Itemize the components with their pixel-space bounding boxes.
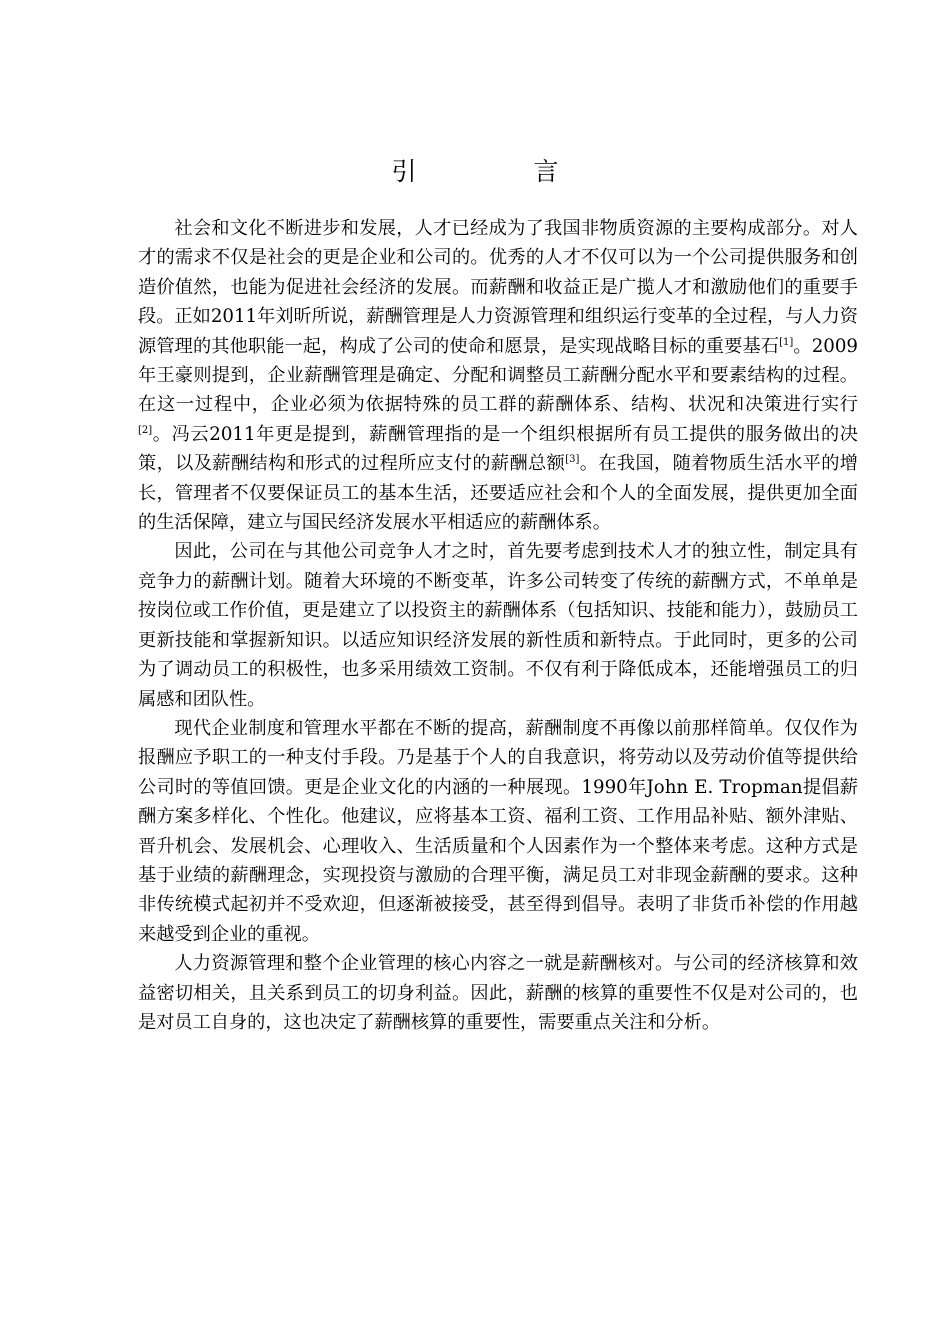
citation-marker: [1] — [779, 336, 794, 348]
paragraph — [138, 714, 858, 949]
paragraph — [138, 537, 858, 713]
page-title: 引 言 — [391, 157, 605, 186]
paragraph — [138, 949, 858, 1037]
body-text — [138, 214, 858, 1037]
paragraph-text: 社会和文化不断进步和发展，人才已经成为了我国非物质资源的主要构成部分。对人才的需求不仅是社会的更是企业和公司的。优秀的人才不仅可以为一个公司提供服务和创造价值然，也能为促进社会经济的发展。而薪酬和收益正是广揽人才和激励他们的重要手段。正如2011年刘昕所说，薪酬管理是人力资源管理和组织运行变革的全过程，与人力资源管理的其他职能一起，构成了公司的使命和愿景，是实现战略目标的重要基石 — [138, 218, 858, 357]
citation-marker: [3] — [565, 454, 580, 466]
paragraph-text: 人力资源管理和整个企业管理的核心内容之一就是薪酬核对。与公司的经济核算和效益密切相关，且关系到员工的切身利益。因此，薪酬的核算的重要性不仅是对公司的，也是对员工自身的，这也决定了薪酬核算的重要性，需要重点关注和分析。 — [138, 953, 858, 1033]
citation-marker: [2] — [138, 424, 153, 436]
paragraph-text: 。在我国，随着物质生活水平的增长，管理者不仅要保证员工的基本生活，还要适应社会和个人的全面发展，提供更加全面的生活保障，建立与国民经济发展水平相适应的薪酬体系。 — [138, 453, 858, 534]
paragraph-text: 。冯云2011年更是提到，薪酬管理指的是一个组织根据所有员工提供的服务做出的决策，以及薪酬结构和形式的过程所应支付的薪酬总额 — [138, 423, 858, 475]
paragraph-text: 因此，公司在与其他公司竞争人才之时，首先要考虑到技术人才的独立性，制定具有竞争力的薪酬计划。随着大环境的不断变革，许多公司转变了传统的薪酬方式，不单单是按岗位或工作价值，更是建立了以投资主的薪酬体系（包括知识、技能和能力），鼓励员工更新技能和掌握新知识。以适应知识经济发展的新性质和新特点。于此同时，更多的公司为了调动员工的积极性，也多采用绩效工资制。不仅有利于降低成本，还能增强员工的归属感和团队性。 — [138, 541, 858, 710]
paragraph-text: 现代企业制度和管理水平都在不断的提高，薪酬制度不再像以前那样简单。仅仅作为报酬应予职工的一种支付手段。乃是基于个人的自我意识，将劳动以及劳动价值等提供给公司时的等值回馈。更是企业文化的内涵的一种展现。1990年John E. Tropman提倡薪酬方案多样化、个性化。他建议，应将基本工资、福利工资、工作用品补贴、额外津贴、晋升机会、发展机会、心理收入、生活质量和个人因素作为一个整体来考虑。这种方式是基于业绩的薪酬理念，实现投资与激励的合理平衡，满足员工对非现金薪酬的要求。这种非传统模式起初并不受欢迎，但逐渐被接受，甚至得到倡导。表明了非货币补偿的作用越来越受到企业的重视。 — [138, 717, 858, 945]
paragraph — [138, 214, 858, 537]
paragraph-text: 。2009年王豪则提到，企业薪酬管理是确定、分配和调整员工薪酬分配水平和要素结构的过程。在这一过程中，企业必须为依据特殊的员工群的薪酬体系、结构、状况和决策进行实行 — [138, 335, 858, 416]
